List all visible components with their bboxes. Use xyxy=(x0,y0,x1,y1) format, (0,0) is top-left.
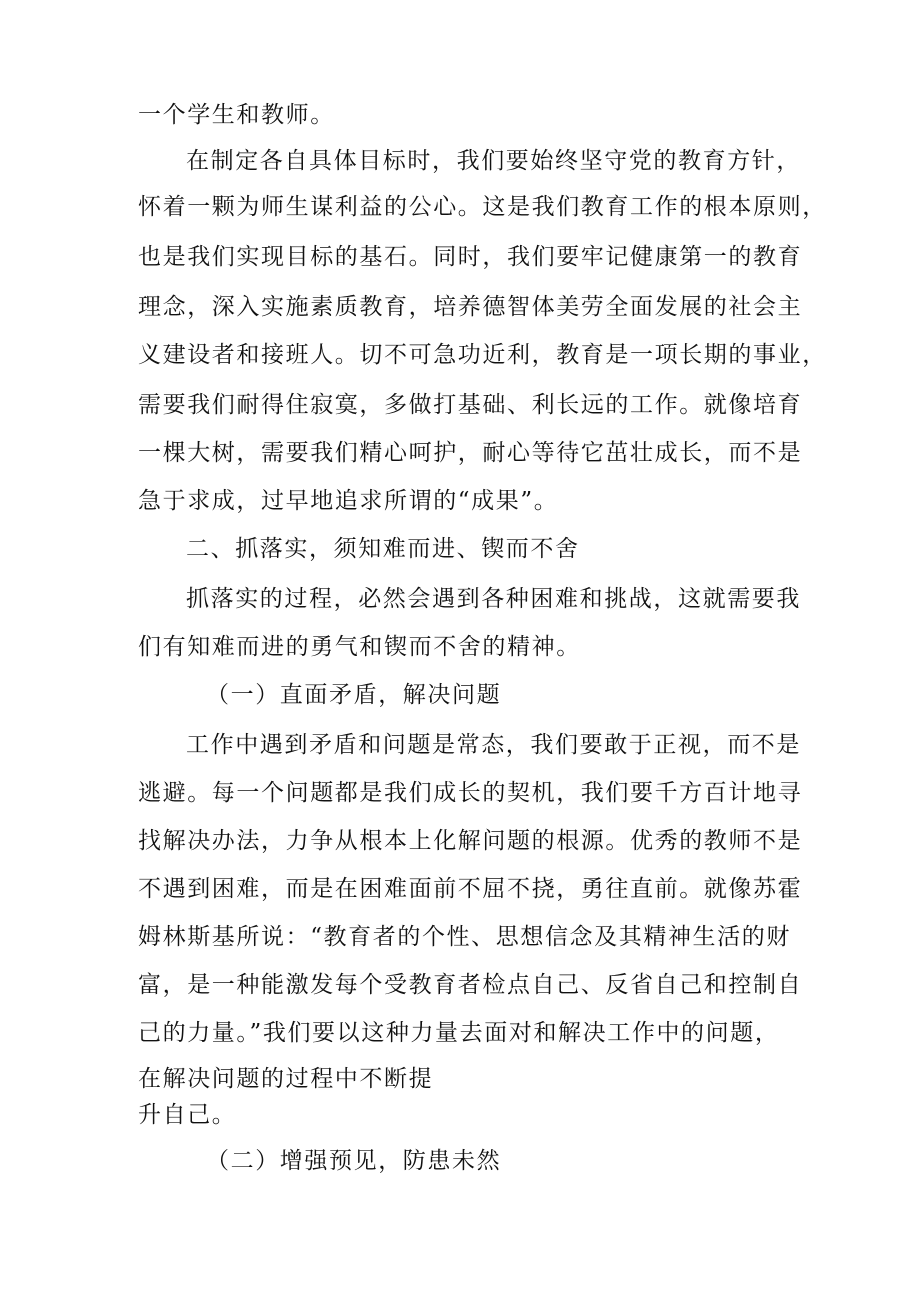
text-line: 不遇到困难，而是在困难面前不屈不挠，勇往直前。就像苏霍 xyxy=(138,876,803,902)
text-line: 抓落实的过程，必然会遇到各种困难和挑战，这就需要我 xyxy=(186,586,801,612)
text-line: 姆林斯基所说：“教育者的个性、思想信念及其精神生活的财 xyxy=(138,924,791,950)
text-line: 需要我们耐得住寂寞，多做打基础、利长远的工作。就像培育 xyxy=(138,392,803,418)
subsection-heading: （一）直面矛盾，解决问题 xyxy=(206,682,502,708)
text-line: 一个学生和教师。 xyxy=(138,102,335,128)
text-line: 们有知难而进的勇气和锲而不舍的精神。 xyxy=(138,634,581,660)
subsection-heading: （二）增强预见，防患未然 xyxy=(206,1148,502,1174)
text-line: 逃避。每一个问题都是我们成长的契机，我们要千方百计地寻 xyxy=(138,780,803,806)
text-line: 升自己。 xyxy=(138,1102,237,1128)
text-line: 理念，深入实施素质教育，培养德智体美劳全面发展的社会主 xyxy=(138,294,803,320)
text-line: 富，是一种能激发每个受教育者检点自己、反省自己和控制自 xyxy=(138,972,803,998)
text-line: 在制定各自具体目标时，我们要始终坚守党的教育方针， xyxy=(186,148,801,174)
text-line: 急于求成，过早地追求所谓的“成果”。 xyxy=(138,488,559,514)
text-line: 工作中遇到矛盾和问题是常态，我们要敢于正视，而不是 xyxy=(186,732,801,758)
text-line: 己的力量。”我们要以这种力量去面对和解决工作中的问题， xyxy=(138,1020,780,1046)
text-line: 找解决办法，力争从根本上化解问题的根源。优秀的教师不是 xyxy=(138,828,803,854)
text-line: 也是我们实现目标的基石。同时，我们要牢记健康第一的教育 xyxy=(138,244,803,270)
text-line: 在解决问题的过程中不断提 xyxy=(138,1066,434,1092)
text-line: 怀着一颗为师生谋利益的公心。这是我们教育工作的根本原则， xyxy=(138,194,827,220)
text-line: 一棵大树，需要我们精心呵护，耐心等待它茁壮成长，而不是 xyxy=(138,440,803,466)
text-line: 义建设者和接班人。切不可急功近利，教育是一项长期的事业， xyxy=(138,342,827,368)
section-heading: 二、抓落实，须知难而进、锲而不舍 xyxy=(186,536,580,562)
